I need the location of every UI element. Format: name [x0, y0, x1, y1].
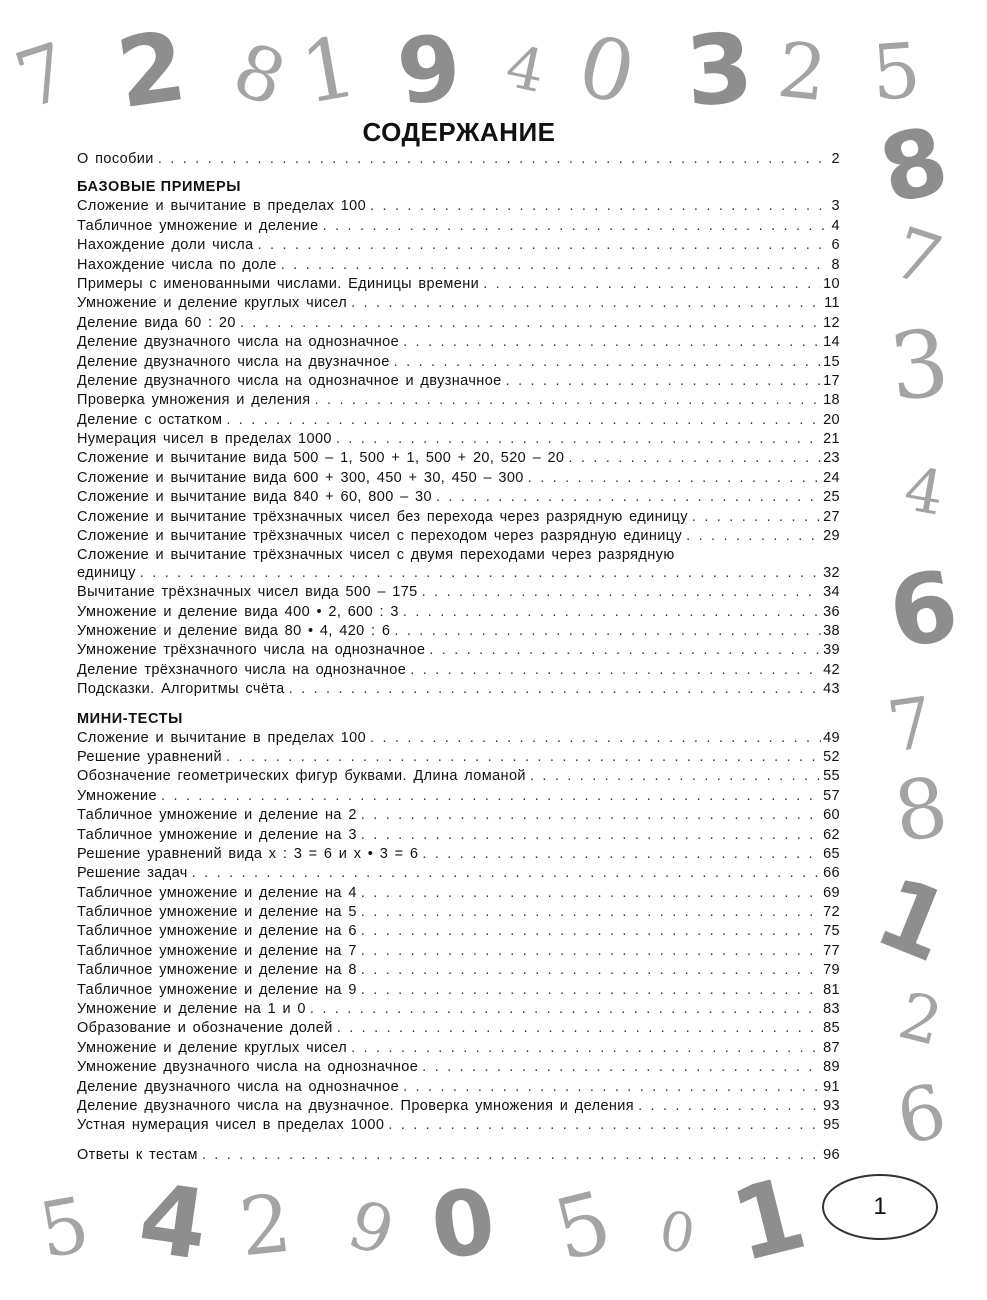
decor-digit: 2 [891, 979, 950, 1061]
toc-entry[interactable] [77, 961, 840, 980]
toc-entry-label: Сложение и вычитание вида 600 + 300, 450 + 30, 450 – 300 [77, 469, 524, 486]
decor-digit: 7 [882, 681, 939, 769]
toc-entry[interactable] [77, 1039, 840, 1058]
toc-entry-label: Проверка умножения и деления [77, 392, 311, 409]
decor-digit: 0 [654, 1198, 700, 1267]
toc-entry[interactable] [77, 275, 840, 294]
toc-entry-label: Умножение и деление круглых чисел [77, 295, 348, 312]
toc-entry[interactable] [77, 729, 840, 748]
decor-digit: 1 [293, 17, 364, 123]
toc-entry-label: Табличное умножение и деление на 6 [77, 923, 357, 940]
toc-leader-dots [528, 469, 821, 488]
toc-entry-page: 24 [823, 469, 840, 486]
toc-entry-label: Умножение и деление на 1 и 0 [77, 1001, 306, 1018]
toc-entry-page: 89 [823, 1059, 840, 1076]
toc-entry-label: Устная нумерация чисел в пределах 1000 [77, 1117, 385, 1134]
toc-leader-dots [226, 411, 821, 430]
toc-entry-page: 96 [823, 1146, 840, 1163]
toc-entry-label: Табличное умножение и деление на 4 [77, 884, 357, 901]
toc-entry-page: 93 [823, 1097, 840, 1114]
toc-entry-answers[interactable] [77, 1146, 840, 1165]
toc-leader-dots [310, 1000, 821, 1019]
toc-leader-dots [289, 680, 821, 699]
toc-entry-label: Деление трёхзначного числа на однозначное [77, 661, 407, 678]
decor-digit: 3 [682, 11, 757, 129]
toc-entry-page: 75 [823, 923, 840, 940]
toc-entry[interactable] [77, 787, 840, 806]
toc-entry-label: Деление двузначного числа на двузначное. Проверка умножения и деления [77, 1097, 635, 1114]
toc-entry-page: 6 [831, 237, 840, 254]
decor-digit: 7 [883, 211, 952, 303]
toc-leader-dots [403, 1078, 821, 1097]
toc-entry[interactable] [77, 1097, 840, 1116]
toc-entry-label: Сложение и вычитание в пределах 100 [77, 729, 367, 746]
section-heading-tests: МИНИ-ТЕСТЫ [77, 710, 183, 727]
toc-leader-dots [422, 583, 821, 602]
toc-leader-dots [422, 845, 821, 864]
toc-leader-dots [351, 294, 822, 313]
decor-digit: 7 [5, 26, 81, 128]
toc-entry-label: Сложение и вычитание вида 840 + 60, 800 – 30 [77, 489, 432, 506]
toc-entry-label: Табличное умножение и деление на 3 [77, 826, 357, 843]
toc-leader-dots [506, 372, 821, 391]
decor-digit: 9 [339, 1185, 404, 1272]
toc-entry-page: 39 [823, 642, 840, 659]
toc-leader-dots [403, 333, 821, 352]
toc-entry-continued[interactable] [77, 564, 840, 583]
toc-leader-dots [394, 353, 821, 372]
toc-leader-dots [422, 1058, 821, 1077]
toc-entry[interactable] [77, 603, 840, 622]
toc-entry[interactable] [77, 903, 840, 922]
toc-entry-page: 87 [823, 1039, 840, 1056]
toc-leader-dots [483, 275, 821, 294]
toc-entry[interactable] [77, 622, 840, 641]
toc-entry[interactable] [77, 411, 840, 430]
toc-entry-label: Деление вида 60 : 20 [77, 314, 236, 331]
toc-entry-page: 8 [831, 256, 840, 273]
toc-entry-page: 81 [823, 981, 840, 998]
toc-entry-label: Умножение и деление вида 80 • 4, 420 : 6 [77, 622, 391, 639]
toc-leader-dots [361, 826, 821, 845]
section-basic-entries [77, 197, 840, 546]
toc-leader-dots [192, 864, 821, 883]
toc-entry[interactable] [77, 333, 840, 352]
toc-entry[interactable] [77, 1116, 840, 1135]
toc-entry-page: 2 [831, 151, 840, 167]
toc-entry-label: Образование и обозначение долей [77, 1020, 333, 1037]
toc-entry[interactable] [77, 1000, 840, 1019]
decor-digit: 8 [888, 759, 954, 862]
toc-entry-page: 18 [823, 392, 840, 409]
toc-leader-dots [281, 256, 830, 275]
toc-entry-label: Табличное умножение и деление на 2 [77, 807, 357, 824]
toc-entry[interactable] [77, 256, 840, 275]
toc-entry[interactable] [77, 1078, 840, 1097]
toc-entry-page: 95 [823, 1117, 840, 1134]
toc-leader-dots [323, 217, 830, 236]
toc-leader-dots [370, 729, 821, 748]
toc-entry-label: Нумерация чисел в пределах 1000 [77, 431, 332, 448]
section-basic-entries-more [77, 583, 840, 699]
decor-digit: 5 [544, 1171, 621, 1281]
toc-entry-label: Сложение и вычитание вида 500 – 1, 500 + 1, 500 + 20, 520 – 20 [77, 450, 565, 467]
page-title: СОДЕРЖАНИЕ [362, 117, 556, 147]
toc-entry[interactable] [77, 641, 840, 660]
toc-leader-dots [361, 806, 821, 825]
toc-entry-page: 49 [823, 729, 840, 746]
toc-leader-dots [202, 1146, 821, 1165]
page-number: 1 [873, 1193, 887, 1220]
toc-leader-dots [258, 236, 830, 255]
toc-entry[interactable] [77, 197, 840, 216]
toc-entry-page: 85 [823, 1020, 840, 1037]
toc-leader-dots [388, 1116, 821, 1135]
toc-entry-page: 57 [823, 787, 840, 804]
toc-entry-label: Деление двузначного числа на однозначное [77, 334, 400, 351]
toc-leader-dots [336, 430, 821, 449]
toc-entry-page: 3 [831, 198, 840, 215]
toc-entry-page: 60 [823, 807, 840, 824]
toc-leader-dots [361, 903, 821, 922]
decor-digit: 5 [32, 1179, 96, 1276]
toc-leader-dots [361, 884, 821, 903]
toc-entry[interactable] [77, 680, 840, 699]
decor-digit: 8 [869, 105, 958, 226]
toc-entry-page: 79 [823, 962, 840, 979]
toc-entry-label: Табличное умножение и деление [77, 217, 319, 234]
toc-entry-label: Деление двузначного числа на двузначное [77, 353, 390, 370]
toc-entry[interactable] [77, 391, 840, 410]
decor-digit: 1 [720, 1154, 817, 1285]
toc-entry-page: 77 [823, 942, 840, 959]
decor-digit: 9 [392, 15, 466, 126]
toc-entry-page: 20 [823, 411, 840, 428]
toc-leader-dots [686, 527, 821, 546]
toc-leader-dots [158, 150, 830, 169]
toc-entry[interactable] [77, 449, 840, 468]
toc-entry[interactable] [77, 353, 840, 372]
toc-entry-label: Умножение и деление вида 400 • 2, 600 : 3 [77, 603, 399, 620]
toc-entry[interactable] [77, 864, 840, 883]
toc-leader-dots [226, 748, 821, 767]
toc-entry-label: Деление двузначного числа на однозначное [77, 1078, 400, 1095]
toc-entry-label: Ответы к тестам [77, 1146, 198, 1163]
toc-entry-page: 32 [823, 564, 840, 581]
toc-entry-label: Нахождение доли числа [77, 237, 254, 254]
toc-entry[interactable] [77, 314, 840, 333]
toc-entry[interactable] [77, 826, 840, 845]
toc-leader-dots [361, 981, 821, 1000]
decor-digit: 1 [861, 855, 966, 985]
toc-entry-page: 17 [823, 372, 840, 389]
section-heading-basic: БАЗОВЫЕ ПРИМЕРЫ [77, 179, 242, 196]
toc-entry-label: Сложение и вычитание в пределах 100 [77, 198, 367, 215]
toc-entry-page: 43 [823, 681, 840, 698]
section-tests-entries [77, 729, 840, 1136]
toc-leader-dots [429, 641, 821, 660]
toc-entry-page: 42 [823, 661, 840, 678]
toc-entry-page: 72 [823, 904, 840, 921]
toc-entry-label: Умножение [77, 787, 157, 804]
toc-entry-page: 29 [823, 528, 840, 545]
toc-leader-dots [403, 603, 821, 622]
toc-leader-dots [161, 787, 821, 806]
toc-entry[interactable] [77, 748, 840, 767]
decor-digit: 4 [500, 31, 551, 107]
decor-digit: 0 [568, 15, 645, 125]
decor-digit: 4 [132, 1161, 215, 1283]
toc-entry-page: 21 [823, 431, 840, 448]
page-number-badge [822, 1174, 938, 1240]
toc-entry-page: 11 [824, 295, 840, 312]
toc-leader-dots [361, 942, 821, 961]
toc-entry[interactable] [77, 1058, 840, 1077]
toc-entry-label: Подсказки. Алгоритмы счёта [77, 681, 285, 698]
toc-leader-dots [361, 922, 821, 941]
toc-entry-label: О пособии [77, 151, 154, 167]
decor-digit: 2 [110, 9, 193, 131]
table-of-contents [77, 150, 840, 1165]
toc-entry-label: Умножение и деление круглых чисел [77, 1039, 348, 1056]
toc-entry-page: 10 [823, 275, 840, 292]
toc-leader-dots [240, 314, 821, 333]
toc-entry[interactable] [77, 845, 840, 864]
toc-entry[interactable] [77, 981, 840, 1000]
toc-entry-page: 23 [823, 450, 840, 467]
toc-entry-page: 62 [823, 826, 840, 843]
decor-digit: 8 [222, 26, 297, 124]
toc-entry-page: 34 [823, 584, 840, 601]
toc-entry[interactable] [77, 583, 840, 602]
toc-entry-label: Сложение и вычитание трёхзначных чисел с переходом через разрядную единицу [77, 528, 683, 545]
toc-entry-label: Табличное умножение и деление на 7 [77, 942, 357, 959]
spacer [77, 1136, 840, 1146]
toc-entry[interactable] [77, 922, 840, 941]
toc-entry-page: 36 [823, 603, 840, 620]
toc-leader-dots [692, 508, 821, 527]
toc-leader-dots [410, 661, 821, 680]
toc-entry-page: 38 [823, 622, 840, 639]
decor-digit: 2 [235, 1176, 296, 1275]
toc-leader-dots [337, 1019, 821, 1038]
toc-entry-label: Вычитание трёхзначных чисел вида 500 – 175 [77, 584, 418, 601]
toc-leader-dots [638, 1097, 821, 1116]
toc-entry-label: Деление с остатком [77, 411, 223, 428]
toc-leader-dots [140, 564, 821, 583]
toc-entry-label: Нахождение числа по доле [77, 256, 277, 273]
toc-entry[interactable] [77, 488, 840, 507]
toc-entry[interactable] [77, 294, 840, 313]
toc-entry-page: 91 [823, 1078, 840, 1095]
decor-digit: 6 [889, 1068, 954, 1162]
toc-entry-label: Умножение трёхзначного числа на однозначное [77, 642, 426, 659]
toc-entry-label: Табличное умножение и деление на 5 [77, 904, 357, 921]
toc-entry-page: 25 [823, 489, 840, 506]
toc-entry-label: единицу [77, 564, 136, 581]
toc-entry[interactable] [77, 1019, 840, 1038]
toc-entry-label: Деление двузначного числа на однозначное и двузначное [77, 372, 502, 389]
toc-entry[interactable] [77, 372, 840, 391]
toc-entry-page: 55 [823, 768, 840, 785]
toc-entry-label: Сложение и вычитание трёхзначных чисел с двумя переходами через разрядную [77, 547, 675, 564]
toc-leader-dots [315, 391, 822, 410]
toc-entry-page: 4 [831, 217, 840, 234]
toc-entry[interactable] [77, 217, 840, 236]
toc-leader-dots [370, 197, 829, 216]
toc-leader-dots [394, 622, 821, 641]
toc-leader-dots [530, 767, 821, 786]
decor-digit: 3 [884, 309, 954, 422]
toc-entry-page: 65 [823, 845, 840, 862]
toc-entry-label: Примеры с именованными числами. Единицы времени [77, 275, 480, 292]
toc-entry[interactable] [77, 236, 840, 255]
toc-entry-label: Сложение и вычитание трёхзначных чисел без перехода через разрядную единицу [77, 508, 688, 525]
toc-leader-dots [361, 961, 821, 980]
toc-entry[interactable] [77, 430, 840, 449]
toc-entry[interactable] [77, 508, 840, 527]
decor-digit: 5 [868, 25, 924, 118]
toc-entry-label: Табличное умножение и деление на 9 [77, 981, 357, 998]
toc-entry[interactable] [77, 767, 840, 786]
toc-entry[interactable] [77, 942, 840, 961]
toc-entry-page: 14 [823, 334, 840, 351]
decor-digit: 4 [899, 454, 949, 530]
toc-entry-page: 15 [823, 353, 840, 370]
toc-entry-about[interactable] [77, 150, 840, 169]
toc-entry-label: Решение задач [77, 865, 188, 882]
toc-entry[interactable] [77, 661, 840, 680]
toc-entry-label: Решение уравнений [77, 748, 222, 765]
toc-entry[interactable] [77, 527, 840, 546]
toc-entry-page: 27 [823, 508, 840, 525]
decor-digit: 6 [880, 549, 967, 671]
toc-entry-page: 69 [823, 884, 840, 901]
toc-entry[interactable] [77, 884, 840, 903]
toc-entry[interactable] [77, 806, 840, 825]
toc-entry-label: Табличное умножение и деление на 8 [77, 962, 357, 979]
toc-entry-page: 83 [823, 1001, 840, 1018]
toc-leader-dots [568, 449, 821, 468]
toc-entry[interactable] [77, 469, 840, 488]
toc-entry-label: Обозначение геометрических фигур буквами. Длина ломаной [77, 768, 526, 785]
toc-leader-dots [436, 488, 821, 507]
toc-entry-page: 66 [823, 865, 840, 882]
toc-leader-dots [351, 1039, 821, 1058]
toc-entry-label: Умножение двузначного числа на однозначное [77, 1059, 419, 1076]
decor-digit: 2 [773, 24, 831, 119]
decor-digit: 0 [424, 1168, 502, 1281]
toc-entry-page: 52 [823, 748, 840, 765]
toc-entry-page: 12 [823, 314, 840, 331]
toc-entry-label: Решение уравнений вида х : 3 = 6 и х • 3 = 6 [77, 845, 419, 862]
